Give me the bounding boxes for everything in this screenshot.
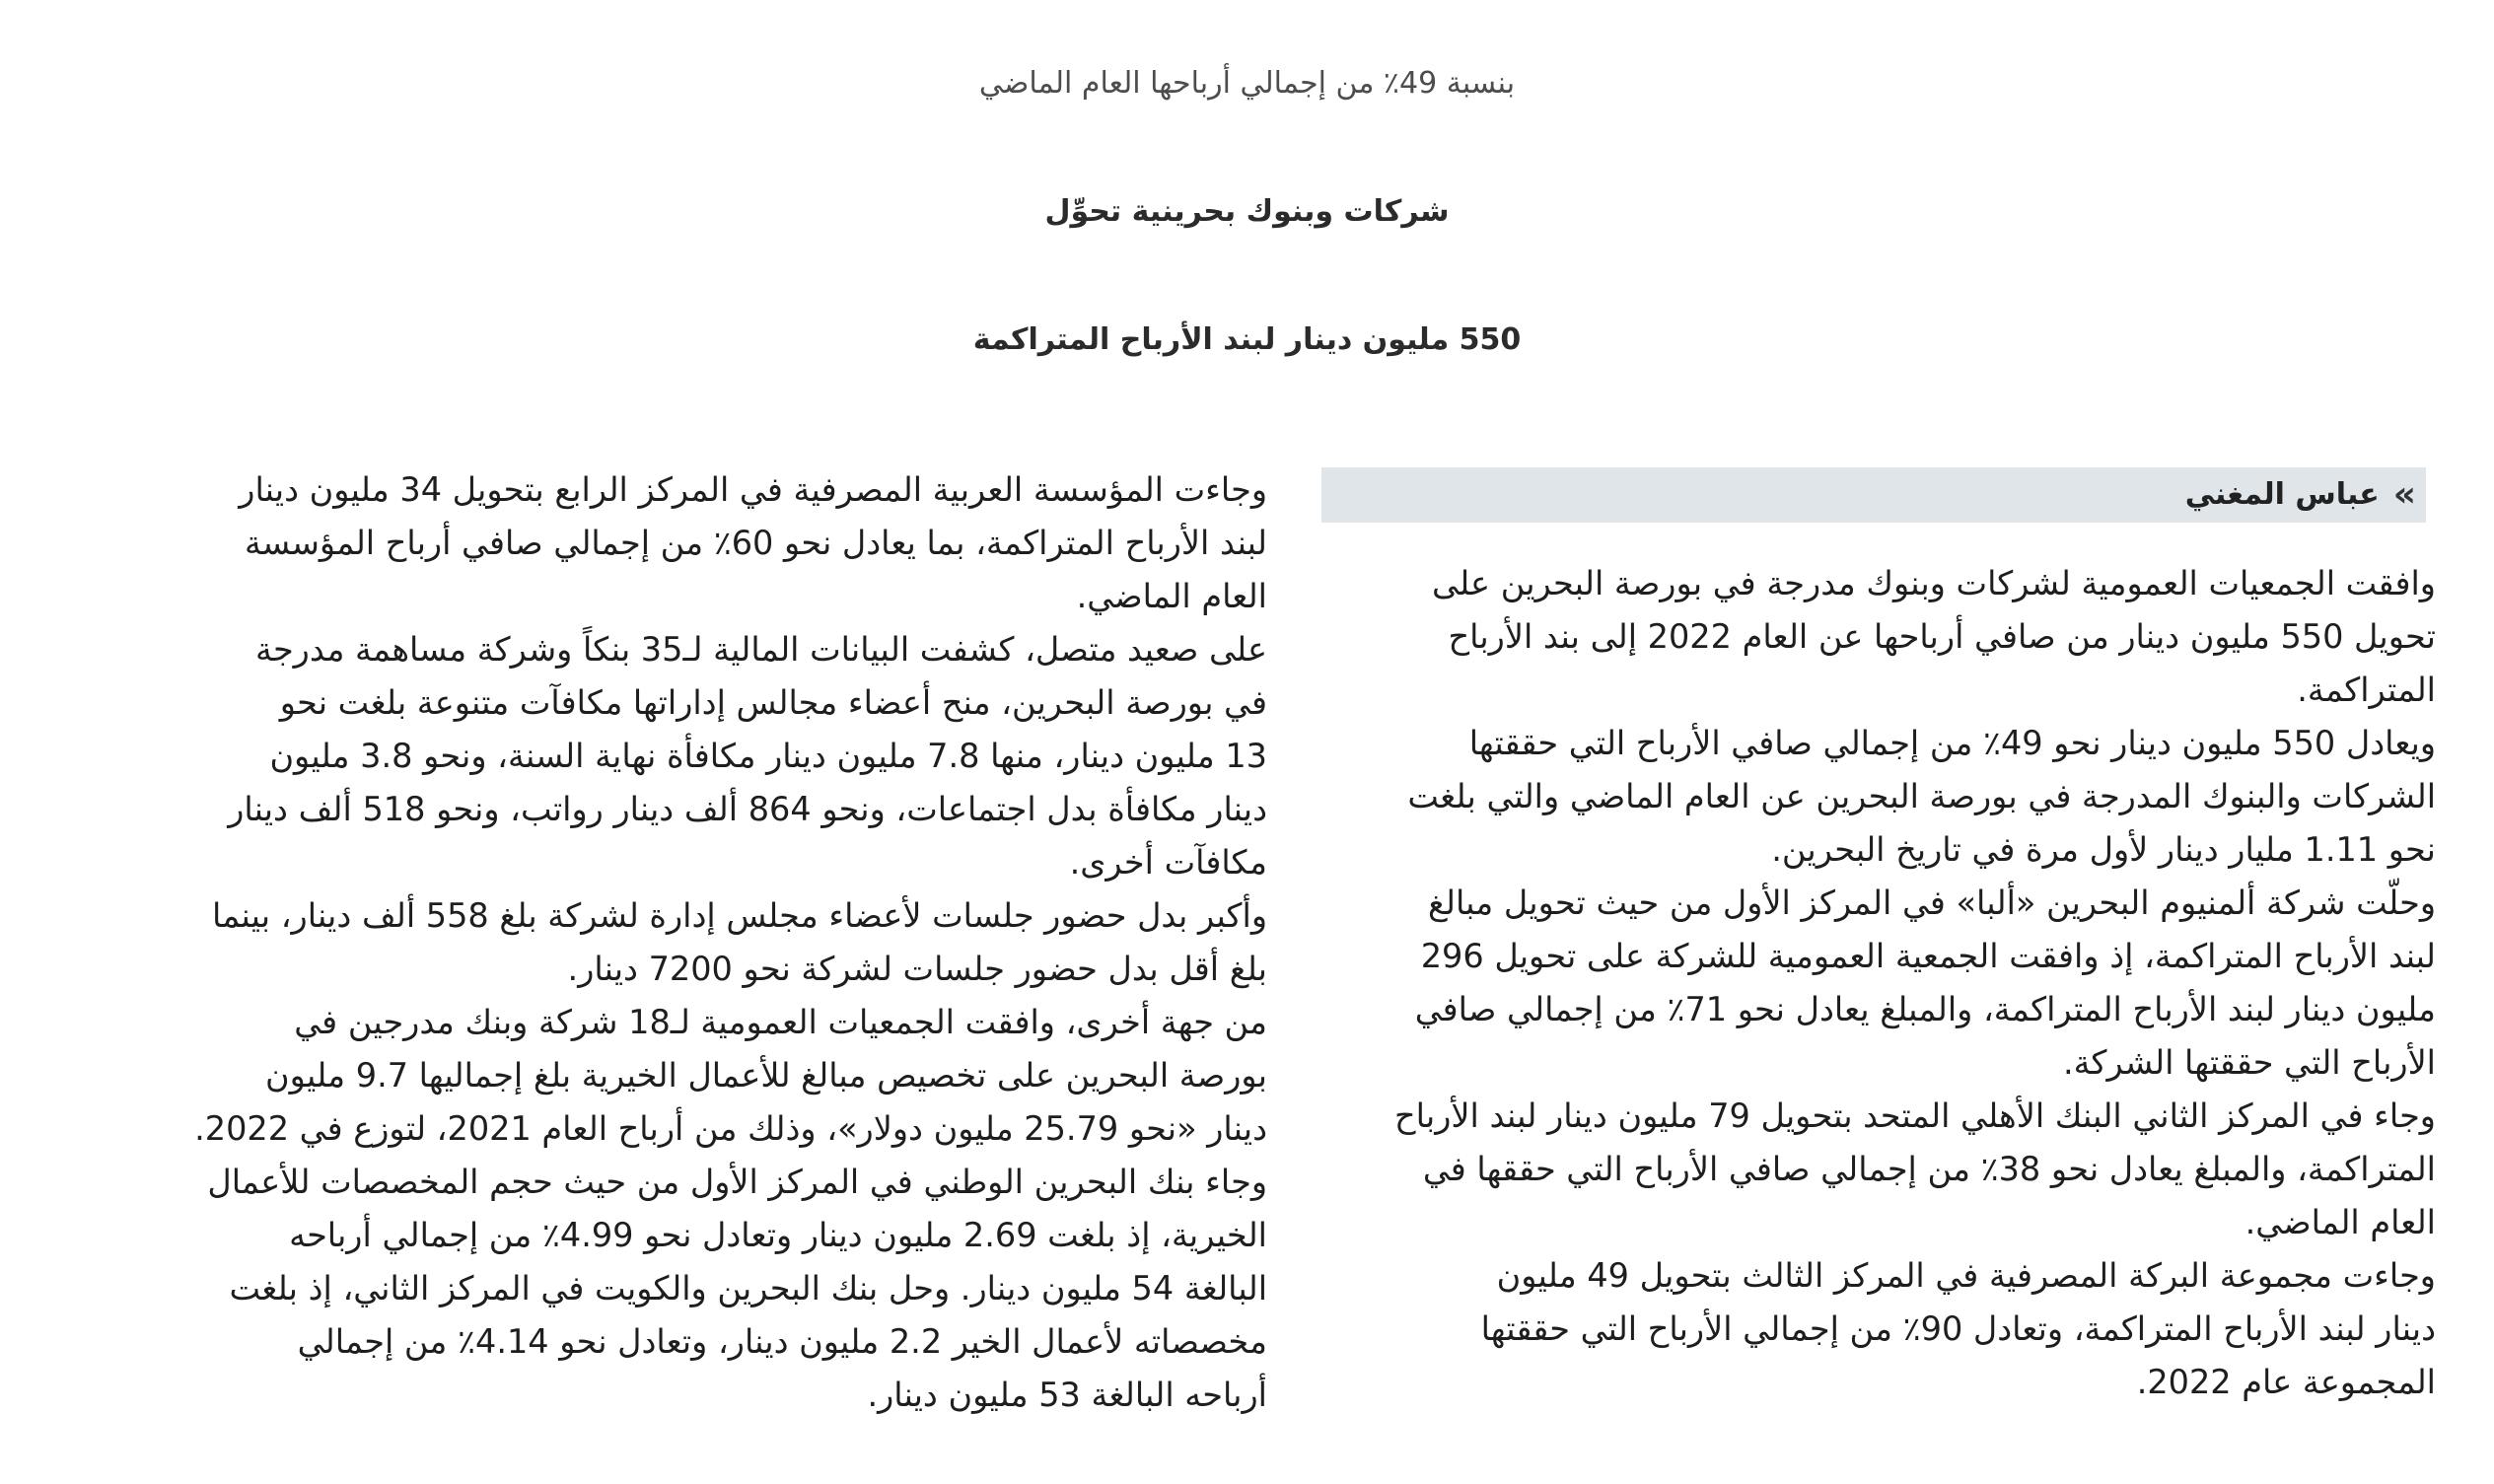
text-line: المتراكمة. bbox=[2297, 671, 2436, 709]
article-kicker: بنسبة 49٪ من إجمالي أرباحها العام الماضي bbox=[978, 66, 1516, 101]
text-line: الأرباح التي حققتها الشركة. bbox=[2062, 1043, 2436, 1082]
text-line: العام الماضي. bbox=[1076, 577, 1267, 615]
text-line: مكافآت أخرى. bbox=[1069, 843, 1267, 882]
article-headline bbox=[0, 148, 2494, 404]
text-line: في بورصة البحرين، منح أعضاء مجالس إداراتها مكافآت متنوعة بلغت نحو bbox=[279, 683, 1267, 722]
text-line: وجاءت المؤسسة العربية المصرفية في المركز الرابع بتحويل 34 مليون دينار bbox=[239, 470, 1267, 509]
right-column bbox=[1312, 557, 2436, 1409]
text-line: 13 مليون دينار، منها 7.8 مليون دينار مكافأة نهاية السنة، ونحو 3.8 مليون bbox=[269, 737, 1267, 775]
text-line: وجاء بنك البحرين الوطني في المركز الأول من حيث حجم المخصصات للأعمال bbox=[207, 1163, 1267, 1201]
text-line: مخصصاته لأعمال الخير 2.2 مليون دينار، وتعادل نحو 4.14٪ من إجمالي bbox=[297, 1322, 1267, 1361]
text-line: العام الماضي. bbox=[2245, 1203, 2436, 1241]
text-line: بلغ أقل بدل حضور جلسات لشركة نحو 7200 دينار. bbox=[567, 950, 1267, 988]
text-line: وأكبر بدل حضور جلسات لأعضاء مجلس إدارة لشركة بلغ 558 ألف دينار، بينما bbox=[211, 896, 1267, 935]
text-line: لبند الأرباح المتراكمة، إذ وافقت الجمعية العمومية للشركة على تحويل 296 bbox=[1420, 937, 2436, 975]
text-line: وافقت الجمعيات العمومية لشركات وبنوك مدرجة في بورصة البحرين على bbox=[1432, 564, 2436, 602]
text-line: دينار لبند الأرباح المتراكمة، وتعادل 90٪ من إجمالي الأرباح التي حققتها bbox=[1480, 1309, 2436, 1348]
text-line: وجاء في المركز الثاني البنك الأهلي المتحد بتحويل 79 مليون دينار لبند الأرباح bbox=[1394, 1096, 2436, 1135]
author-name: عباس المغني bbox=[2184, 477, 2380, 512]
text-line: وحلّت شركة ألمنيوم البحرين «ألبا» في المركز الأول من حيث تحويل مبالغ bbox=[1427, 883, 2436, 922]
headline-line-1: شركات وبنوك بحرينية تحوِّل bbox=[1044, 194, 1450, 229]
text-line: دينار مكافأة بدل اجتماعات، ونحو 864 ألف دينار رواتب، ونحو 518 ألف دينار bbox=[228, 790, 1267, 828]
text-line: مليون دينار لبند الأرباح المتراكمة، والمبلغ يعادل نحو 71٪ من إجمالي صافي bbox=[1414, 990, 2436, 1028]
byline-bar bbox=[1321, 467, 2426, 523]
text-line: دينار «نحو 25.79 مليون دولار»، وذلك من أرباح العام 2021، لتوزع في 2022. bbox=[194, 1109, 1267, 1148]
text-line: لبند الأرباح المتراكمة، بما يعادل نحو 60٪ من إجمالي صافي أرباح المؤسسة bbox=[245, 524, 1267, 562]
text-line: تحويل 550 مليون دينار من صافي أرباحها عن العام 2022 إلى بند الأرباح bbox=[1448, 617, 2436, 656]
text-line: الخيرية، إذ بلغت 2.69 مليون دينار وتعادل نحو 4.99٪ من إجمالي أرباحه bbox=[289, 1216, 1267, 1254]
text-line: ويعادل 550 مليون دينار نحو 49٪ من إجمالي صافي الأرباح التي حققتها bbox=[1468, 724, 2436, 762]
text-line: بورصة البحرين على تخصيص مبالغ للأعمال الخيرية بلغ إجماليها 9.7 مليون bbox=[265, 1056, 1267, 1095]
text-line: وجاءت مجموعة البركة المصرفية في المركز الثالث بتحويل 49 مليون bbox=[1496, 1256, 2436, 1295]
text-line: الشركات والبنوك المدرجة في بورصة البحرين عن العام الماضي والتي بلغت bbox=[1407, 777, 2436, 815]
text-line: البالغة 54 مليون دينار. وحل بنك البحرين والكويت في المركز الثاني، إذ بلغت bbox=[229, 1269, 1267, 1307]
text-line: على صعيد متصل، كشفت البيانات المالية لـ35 بنكاً وشركة مساهمة مدرجة bbox=[255, 630, 1267, 669]
double-chevron-icon: » bbox=[2392, 474, 2416, 515]
text-line: نحو 1.11 مليار دينار لأول مرة في تاريخ البحرين. bbox=[1771, 830, 2436, 869]
text-line: من جهة أخرى، وافقت الجمعيات العمومية لـ18 شركة وبنك مدرجين في bbox=[294, 1003, 1267, 1041]
left-column bbox=[158, 463, 1267, 1422]
text-line: المجموعة عام 2022. bbox=[2136, 1363, 2436, 1401]
text-line: المتراكمة، والمبلغ يعادل نحو 38٪ من إجمالي صافي الأرباح التي حققها في bbox=[1422, 1150, 2436, 1188]
text-line: أرباحه البالغة 53 مليون دينار. bbox=[867, 1376, 1267, 1414]
headline-line-2: 550 مليون دينار لبند الأرباح المتراكمة bbox=[972, 322, 1522, 357]
